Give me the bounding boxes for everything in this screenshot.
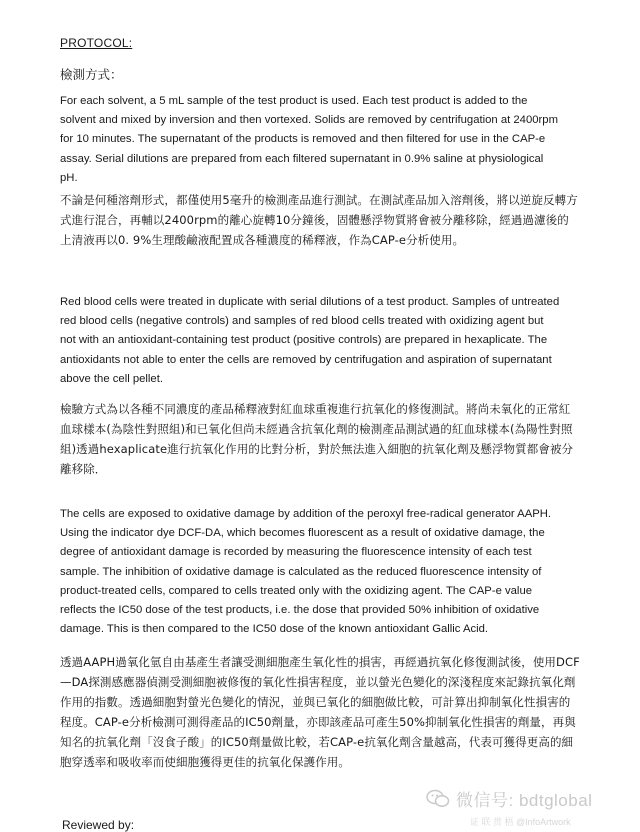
watermark-text: 微信号: bdtglobal <box>456 791 593 810</box>
paragraph-en-oxidative-damage: The cells are exposed to oxidative damage by addition of the peroxyl free-radical generator AAPH. Using the indicator dye DCF-DA, which becomes fluorescent as a result of oxidative damage, the degree of antioxidant damage is recorded by measuring the fluorescence intensity of each test sample. The inhibition of oxidative damage is calculated as the reduced fluorescence intensity of product-treated cells, compared to cells treated only with the oxidizing agent. The CAP-e value reflects the IC50 dose of the test products, i.e. the dose that provided 50% inhibition of oxidative damage. This is then compared to the IC50 dose of the known antioxidant Gallic Acid. <box>60 508 552 636</box>
paragraph-zh-sample-prep: 不論是何種溶劑形式，都僅使用5毫升的檢測產品進行測試。在測試產品加入溶劑後，將以逆旋反轉方式進行混合，再輔以2400rpm的離心旋轉10分鐘後，固體懸浮物質將會被分離移除，經過過濾後的上清液再以0. 9%生理酸鹼液配置成各種濃度的稀釋液，作為CAP-e分析使用。 <box>60 193 578 247</box>
method-subheading: 檢測方式： <box>60 67 123 82</box>
wechat-icon <box>426 789 450 809</box>
watermark-strip: 证 联 贯 梧 @InfoArtwork <box>470 817 571 827</box>
paragraph-en-rbc-treatment: Red blood cells were treated in duplicate with serial dilutions of a test product. Samples of untreated red blood cells (negative controls) and samples of red blood cells treated with oxidizing agent but not with an antioxidant-containing test product (positive controls) are prepared in hexaplicate. The antioxidants not able to enter the cells are removed by centrifugation and aspiration of supernatant above the cell pellet. <box>60 296 560 385</box>
paragraph-zh-oxidative-damage: 透過AAPH過氧化氫自由基產生者讓受測細胞產生氧化性的損害，再經過抗氧化修復測試後，使用DCF—DA探測感應器偵測受測細胞被修復的氧化性損害程度，並以螢光色變化的深淺程度來記錄抗氧化劑作用的指數。透過細胞對螢光色變化的情況，並與已氧化的細胞做比較，可計算出抑制氧化性損害的程度。CAP-e分析檢測可測得產品的IC50劑量，亦即該產品可產生50%抑制氧化性損害的劑量，再與知名的抗氧化劑「沒食子酸」的IC50劑量做比較，若CAP-e抗氧化劑含量越高，代表可獲得更高的細胞穿透率和吸收率而使細胞獲得更佳的抗氧化保護作用。 <box>60 655 580 769</box>
protocol-heading: PROTOCOL: <box>60 36 133 50</box>
paragraph-zh-rbc-treatment: 檢驗方式為以各種不同濃度的產品稀釋液對紅血球重複進行抗氧化的修復測試。將尚未氧化的正常紅血球樣本(為陰性對照組)和已氧化但尚未經過含抗氧化劑的檢測產品測試過的紅血球樣本(為陽性對照組)透過hexaplicate進行抗氧化作用的比對分析，對於無法進入細胞的抗氧化劑及懸浮物質都會被分離移除． <box>60 402 574 476</box>
paragraph-en-sample-prep: For each solvent, a 5 mL sample of the test product is used. Each test product is added to the solvent and mixed by inversion and then vortexed. Solids are removed by centrifugation at 2400rpm for 10 minutes. The supernatant of the products is removed and then filtered for use in the CAP-e assay. Serial dilutions are prepared from each filtered supernatant in 0.9% saline at physiological pH. <box>60 95 558 184</box>
wechat-watermark <box>426 786 592 811</box>
reviewed-by-label: Reviewed by: <box>62 818 135 832</box>
